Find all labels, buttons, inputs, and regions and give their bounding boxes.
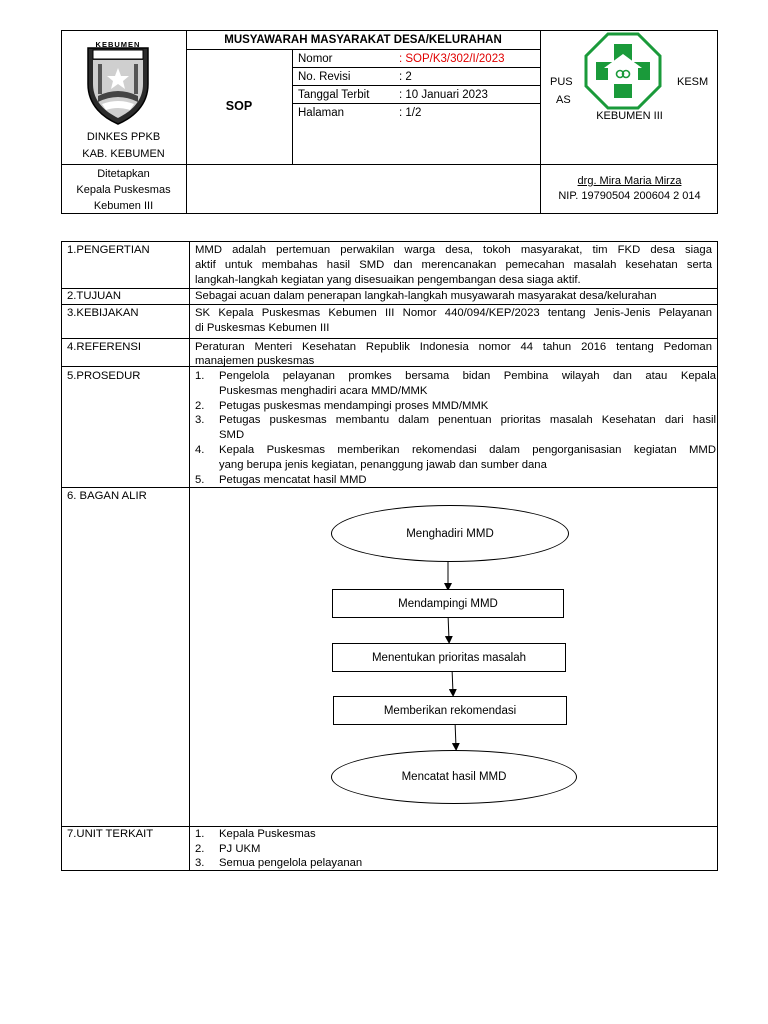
sop-title: MUSYAWARAH MASYARAKAT DESA/KELURAHAN — [224, 34, 502, 46]
divider-v1 — [186, 30, 187, 214]
field-label-nomor: Nomor — [298, 53, 333, 65]
label-referensi: 4.REFERENSI — [67, 341, 142, 353]
field-value-halaman: : 1/2 — [399, 107, 422, 119]
ditetapkan-line-1: Ditetapkan — [97, 168, 150, 180]
prosedur-num-1: 1. — [195, 370, 205, 382]
divider-h-title — [186, 49, 540, 50]
field-value-tanggal: : 10 Januari 2023 — [399, 89, 488, 101]
flow-step-5: Mencatat hasil MMD — [331, 750, 577, 804]
prosedur-num-4: 4. — [195, 443, 205, 456]
label-prosedur: 5.PROSEDUR — [67, 370, 141, 382]
prosedur-num-3: 3. — [195, 414, 205, 427]
field-value-revisi: : 2 — [399, 71, 412, 83]
prosedur-4-line-2: yang berupa jenis kegiatan, penanggung jawab dan sumber dana — [219, 458, 547, 471]
prosedur-2-line-1: Petugas puskesmas mendampingi proses MMD/MMK — [219, 399, 489, 412]
referensi-line-1: Peraturan Menteri Kesehatan Republik Indonesia nomor 44 tahun 2016 tentang Pedoman — [195, 341, 712, 353]
row-sep-2 — [61, 304, 718, 305]
text-referensi — [195, 340, 712, 368]
label-unit-terkait: 7.UNIT TERKAIT — [67, 828, 154, 840]
prosedur-num-2: 2. — [195, 399, 205, 412]
field-value-nomor: : SOP/K3/302/I/2023 — [399, 53, 505, 65]
unit-text-2: PJ UKM — [219, 842, 261, 855]
prosedur-item-4 — [191, 443, 716, 473]
body-border-right — [717, 241, 718, 871]
label-tujuan: 2.TUJUAN — [67, 290, 121, 302]
unit-text-3: Semua pengelola pelayanan — [219, 857, 363, 869]
pengertian-line-1: MMD adalah pertemuan perwakilan warga desa, tokoh masyarakat, tim FKD desa siaga — [195, 244, 712, 256]
prosedur-1-line-2: Puskesmas menghadiri acara MMD/MMK — [219, 384, 428, 397]
divider-h-r2 — [292, 85, 540, 86]
puskesmas-text-left-1: PUS — [550, 76, 573, 88]
prosedur-num-5: 5. — [195, 473, 205, 486]
body-border-top — [61, 241, 718, 242]
unit-text-1: Kepala Puskesmas — [219, 828, 316, 840]
prosedur-3-line-2: SMD — [219, 429, 245, 442]
sop-label: SOP — [225, 99, 253, 113]
unit-num-3: 3. — [195, 857, 205, 869]
signer-name: drg. Mira Maria Mirza — [577, 175, 682, 187]
referensi-line-2: manajemen puskesmas — [195, 355, 315, 367]
field-label-halaman: Halaman — [298, 107, 345, 119]
body-border-left — [61, 241, 62, 871]
divider-h-main — [61, 164, 718, 165]
prosedur-item-5 — [191, 473, 716, 488]
prosedur-5-line-1: Petugas mencatat hasil MMD — [219, 473, 367, 486]
flow-step-4: Memberikan rekomendasi — [333, 696, 567, 725]
org-line-2: KAB. KEBUMEN — [82, 148, 165, 160]
prosedur-item-2 — [191, 399, 716, 414]
divider-h-r3 — [292, 103, 540, 104]
border-top — [61, 30, 718, 31]
prosedur-item-3 — [191, 413, 716, 443]
sop-header-table — [61, 30, 718, 214]
unit-num-2: 2. — [195, 842, 205, 855]
text-tujuan: Sebagai acuan dalam penerapan langkah-langkah musyawarah masyarakat desa/kelurahan — [195, 290, 657, 302]
puskesmas-name: KEBUMEN III — [596, 110, 663, 122]
prosedur-3-line-1: Petugas puskesmas membantu dalam penentuan prioritas masalah Kesehatan dari hasil — [219, 414, 716, 427]
kebijakan-line-1: SK Kepala Puskesmas Kebumen III Nomor 440/094/KEP/2023 tentang Jenis-Jenis Pelayanan — [195, 307, 712, 319]
field-label-tanggal: Tanggal Terbit — [298, 89, 370, 101]
label-bagan-alir: 6. BAGAN ALIR — [67, 490, 147, 502]
pengertian-line-2: aktif untuk membahas hasil SMD dan merencanakan pemecahan masalah kesehatan serta — [195, 259, 712, 271]
org-line-1: DINKES PPKB — [86, 131, 161, 143]
field-label-revisi: No. Revisi — [298, 71, 351, 83]
pengertian-line-3: langkah-langkah kegiatan yang disesuaikan pengembangan desa siaga aktif. — [195, 274, 581, 286]
flow-step-1: Menghadiri MMD — [331, 505, 569, 562]
unit-item-2 — [191, 842, 716, 857]
prosedur-1-line-1: Pengelola pelayanan promkes bersama bidan Pembina wilayah dan atau Kepala — [219, 370, 716, 382]
unit-num-1: 1. — [195, 828, 205, 840]
puskesmas-logo-icon — [584, 32, 662, 110]
prosedur-item-1 — [191, 369, 716, 399]
list-unit-terkait — [191, 827, 716, 871]
kebumen-logo-icon — [84, 44, 152, 126]
prosedur-4-line-1: Kepala Puskesmas memberikan rekomendasi dalam pengorganisasian kegiatan MMD — [219, 443, 716, 456]
puskesmas-text-left-2: AS — [556, 94, 571, 106]
flow-step-2: Mendampingi MMD — [332, 589, 564, 618]
divider-h-r1 — [292, 67, 540, 68]
text-pengertian — [195, 243, 712, 288]
logo-text: KEBUMEN — [95, 40, 141, 49]
label-kebijakan: 3.KEBIJAKAN — [67, 307, 139, 319]
label-pengertian: 1.PENGERTIAN — [67, 244, 150, 256]
unit-item-1 — [191, 827, 716, 842]
ditetapkan-line-2: Kepala Puskesmas — [76, 184, 171, 196]
signer-nip: NIP. 19790504 200604 2 014 — [558, 190, 701, 202]
text-kebijakan — [195, 306, 712, 336]
ditetapkan-line-3: Kebumen III — [93, 200, 154, 212]
list-prosedur — [191, 369, 716, 487]
puskesmas-text-right: KESM — [677, 76, 709, 88]
flow-step-3: Menentukan prioritas masalah — [332, 643, 566, 672]
sop-body-table — [61, 241, 718, 871]
kebijakan-line-2: di Puskesmas Kebumen III — [195, 322, 330, 334]
row-sep-3 — [61, 338, 718, 339]
unit-item-3 — [191, 856, 716, 871]
